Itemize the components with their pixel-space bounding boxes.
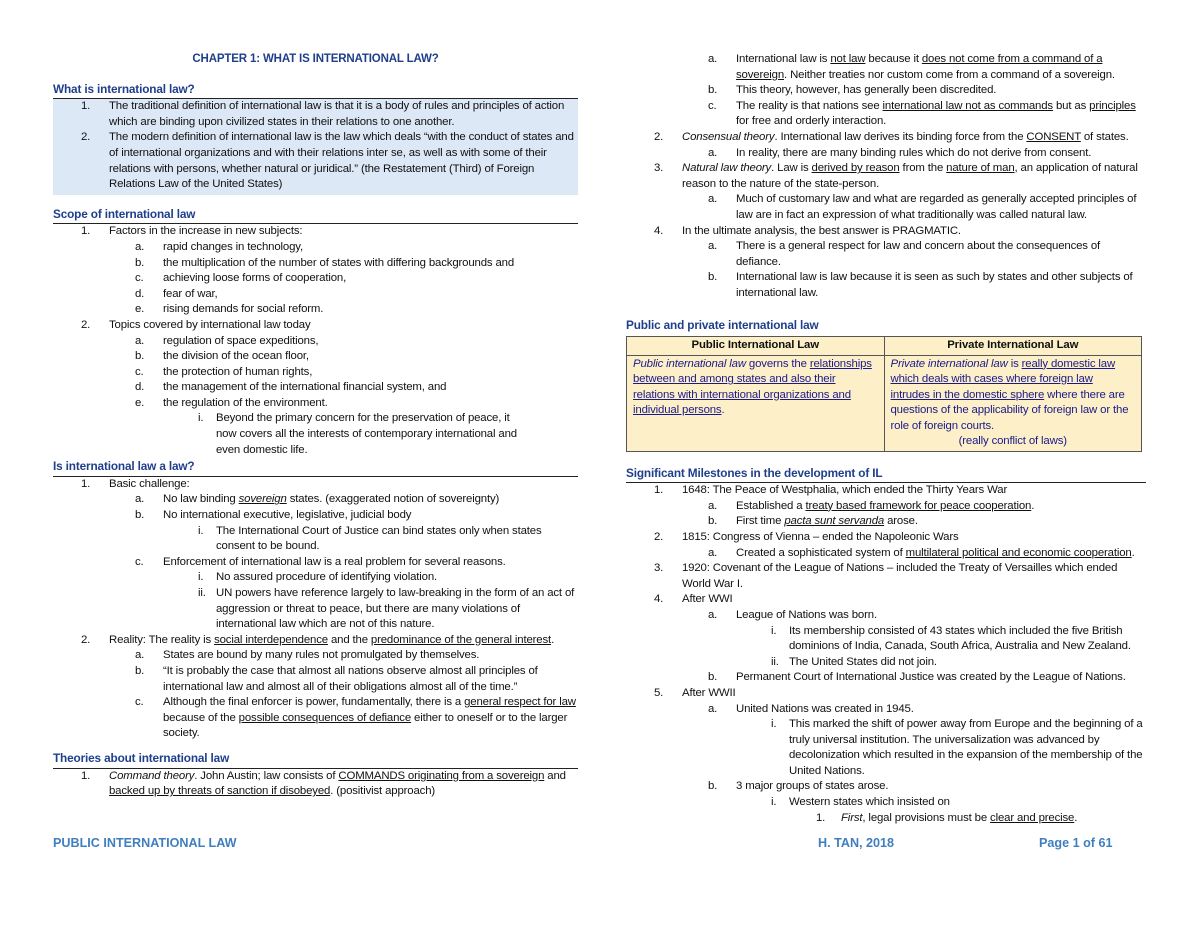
section-heading-islaw: Is international law a law? <box>53 459 578 477</box>
section-heading-scope: Scope of international law <box>53 207 578 225</box>
list-item: c. Although the final enforcer is power, fundamentally, there is a general respect for law because of the possible consequences of defiance either to oneself or to the larger society. <box>135 696 576 740</box>
list-item: 5. After WWII <box>654 686 736 699</box>
table-cell: Private international law is really domestic law which deals with cases where foreign law intrudes in the domestic sphere where there are questions of the applicability of foreign law or the role of foreign courts. (really conflict of laws) <box>884 355 1142 451</box>
footer-course-title: PUBLIC INTERNATIONAL LAW <box>53 836 237 850</box>
list-item: 2. Topics covered by international law today <box>81 318 311 331</box>
list-item: 4. In the ultimate analysis, the best answer is PRAGMATIC. <box>654 224 961 237</box>
footer-page-number: Page 1 of 61 <box>1039 836 1113 850</box>
list-item: a. League of Nations was born. <box>708 608 877 621</box>
list-item: b. the multiplication of the number of states with differing backgrounds and <box>135 256 515 269</box>
list-item: a. Established a treaty based framework for peace cooperation. <box>708 499 1035 512</box>
list-item: a. rapid changes in technology, <box>135 240 303 253</box>
list-item: c. the protection of human rights, <box>135 365 313 378</box>
list-item: 1. The traditional definition of international law is that it is a body of rules and principles of action which are binding upon civilized states in their relations to one another. <box>81 100 565 128</box>
list-item: i. Western states which insisted on <box>771 796 950 809</box>
footer-author: H. TAN, 2018 <box>818 836 895 850</box>
list-item: 3. Natural law theory. Law is derived by reason from the nature of man, an application of natural reason to the nature of the state-person. <box>654 162 1138 190</box>
table-cell: Public international law governs the relationships between and among states and also their relations with international organizations and individual persons. <box>627 355 885 451</box>
list-item: 1. Command theory. John Austin; law consists of COMMANDS originating from a sovereign and backed up by threats of sanction if disobeyed. (positivist approach) <box>81 769 566 798</box>
list-item: i. Its membership consisted of 43 states which included the five British dominions of India, Canada, South Africa, Australia and New Zealand. <box>771 624 1131 653</box>
list-item: c. achieving loose forms of cooperation, <box>135 272 347 285</box>
list-item: a. regulation of space expeditions, <box>135 334 319 347</box>
section-heading-milestones: Significant Milestones in the development of IL <box>626 466 1146 484</box>
list-item: a. United Nations was created in 1945. <box>708 702 914 715</box>
list-item: 1. First, legal provisions must be clear and precise. <box>816 811 1078 824</box>
list-item: a. International law is not law because it does not come from a command of a sovereign. Neither treaties nor custom come from a command of a sovereign. <box>708 53 1115 81</box>
list-item: a. There is a general respect for law and concern about the consequences of defiance. <box>708 240 1101 268</box>
list-item: 1. Factors in the increase in new subjects: <box>81 225 303 238</box>
list-item: b. No international executive, legislative, judicial body <box>135 509 412 522</box>
list-item: e. rising demands for social reform. <box>135 303 324 316</box>
list-item: 1. 1648: The Peace of Westphalia, which ended the Thirty Years War <box>654 484 1008 497</box>
list-item: a. Much of customary law and what are regarded as generally accepted principles of law are in fact an expression of what traditionally was called natural law. <box>708 193 1137 221</box>
list-item: a. Created a sophisticated system of multilateral political and economic cooperation. <box>708 546 1135 559</box>
list-item: 2. Reality: The reality is social interdependence and the predominance of the general interest. <box>81 633 555 646</box>
list-item: 2. The modern definition of international law is the law which deals “with the conduct of states and of international organizations and with their relations inter se, as well as with some of their relations with persons, whether natural or juridical.” (the Restatement (Third) of Foreign Relations Law of the United States) <box>81 131 574 191</box>
list-item: c. The reality is that nations see international law not as commands but as principles for free and orderly interaction. <box>708 99 1136 128</box>
list-item: c. Enforcement of international law is a real problem for several reasons. <box>135 555 506 568</box>
section-heading-what: What is international law? <box>53 82 578 100</box>
right-column <box>626 52 1146 826</box>
list-item: b. This theory, however, has generally been discredited. <box>708 84 997 97</box>
list-item: i. Beyond the primary concern for the preservation of peace, it now covers all the interests of contemporary international and even domestic life. <box>198 412 517 456</box>
list-item: d. the management of the international financial system, and <box>135 381 447 394</box>
list-item: e. the regulation of the environment. <box>135 396 328 409</box>
definitions-box <box>53 99 578 195</box>
list-item: b. International law is law because it is seen as such by states and other subjects of international law. <box>708 271 1133 299</box>
list-item: a. No law binding sovereign states. (exaggerated notion of sovereignty) <box>135 493 500 506</box>
list-item: 1. Basic challenge: <box>81 477 190 490</box>
list-item: ii. UN powers have reference largely to law-breaking in the form of an act of aggression or threat to peace, but there are many violations of international law which are not of this nature. <box>198 587 575 631</box>
table-header: Private International Law <box>884 337 1142 356</box>
list-item: 2. 1815: Congress of Vienna – ended the Napoleonic Wars <box>654 530 959 543</box>
list-item: b. “It is probably the case that almost all nations observe almost all principles of international law and almost all of their obligations almost all of the time.” <box>135 664 538 693</box>
comparison-table <box>626 336 1142 452</box>
list-item: 3. 1920: Covenant of the League of Nations – included the Treaty of Versailles which ended World War I. <box>654 562 1118 590</box>
list-item: 2. Consensual theory. International law derives its binding force from the CONSENT of states. <box>654 130 1129 143</box>
section-heading-pubpriv: Public and private international law <box>626 317 819 332</box>
list-item: d. fear of war, <box>135 287 218 300</box>
list-item: 4. After WWI <box>654 593 733 606</box>
list-item: i. The International Court of Justice can bind states only when states consent to be bound. <box>198 524 542 553</box>
list-item: b. the division of the ocean floor, <box>135 350 309 363</box>
left-column <box>53 48 578 800</box>
list-item: b. 3 major groups of states arose. <box>708 780 889 793</box>
list-item: b. Permanent Court of International Justice was created by the League of Nations. <box>708 671 1126 684</box>
chapter-title: CHAPTER 1: WHAT IS INTERNATIONAL LAW? <box>192 53 439 65</box>
section-heading-theories: Theories about international law <box>53 751 578 769</box>
table-header: Public International Law <box>627 337 885 356</box>
list-item: i. No assured procedure of identifying violation. <box>198 571 438 584</box>
list-item: a. States are bound by many rules not promulgated by themselves. <box>135 649 480 662</box>
list-item: b. First time pacta sunt servanda arose. <box>708 515 918 528</box>
list-item: i. This marked the shift of power away from Europe and the beginning of a truly universal institution. The universalization was advanced by decolonization which resulted in the expansion of the membership of the United Nations. <box>771 718 1143 777</box>
list-item: a. In reality, there are many binding rules which do not derive from consent. <box>708 146 1092 159</box>
list-item: ii. The United States did not join. <box>771 655 937 668</box>
